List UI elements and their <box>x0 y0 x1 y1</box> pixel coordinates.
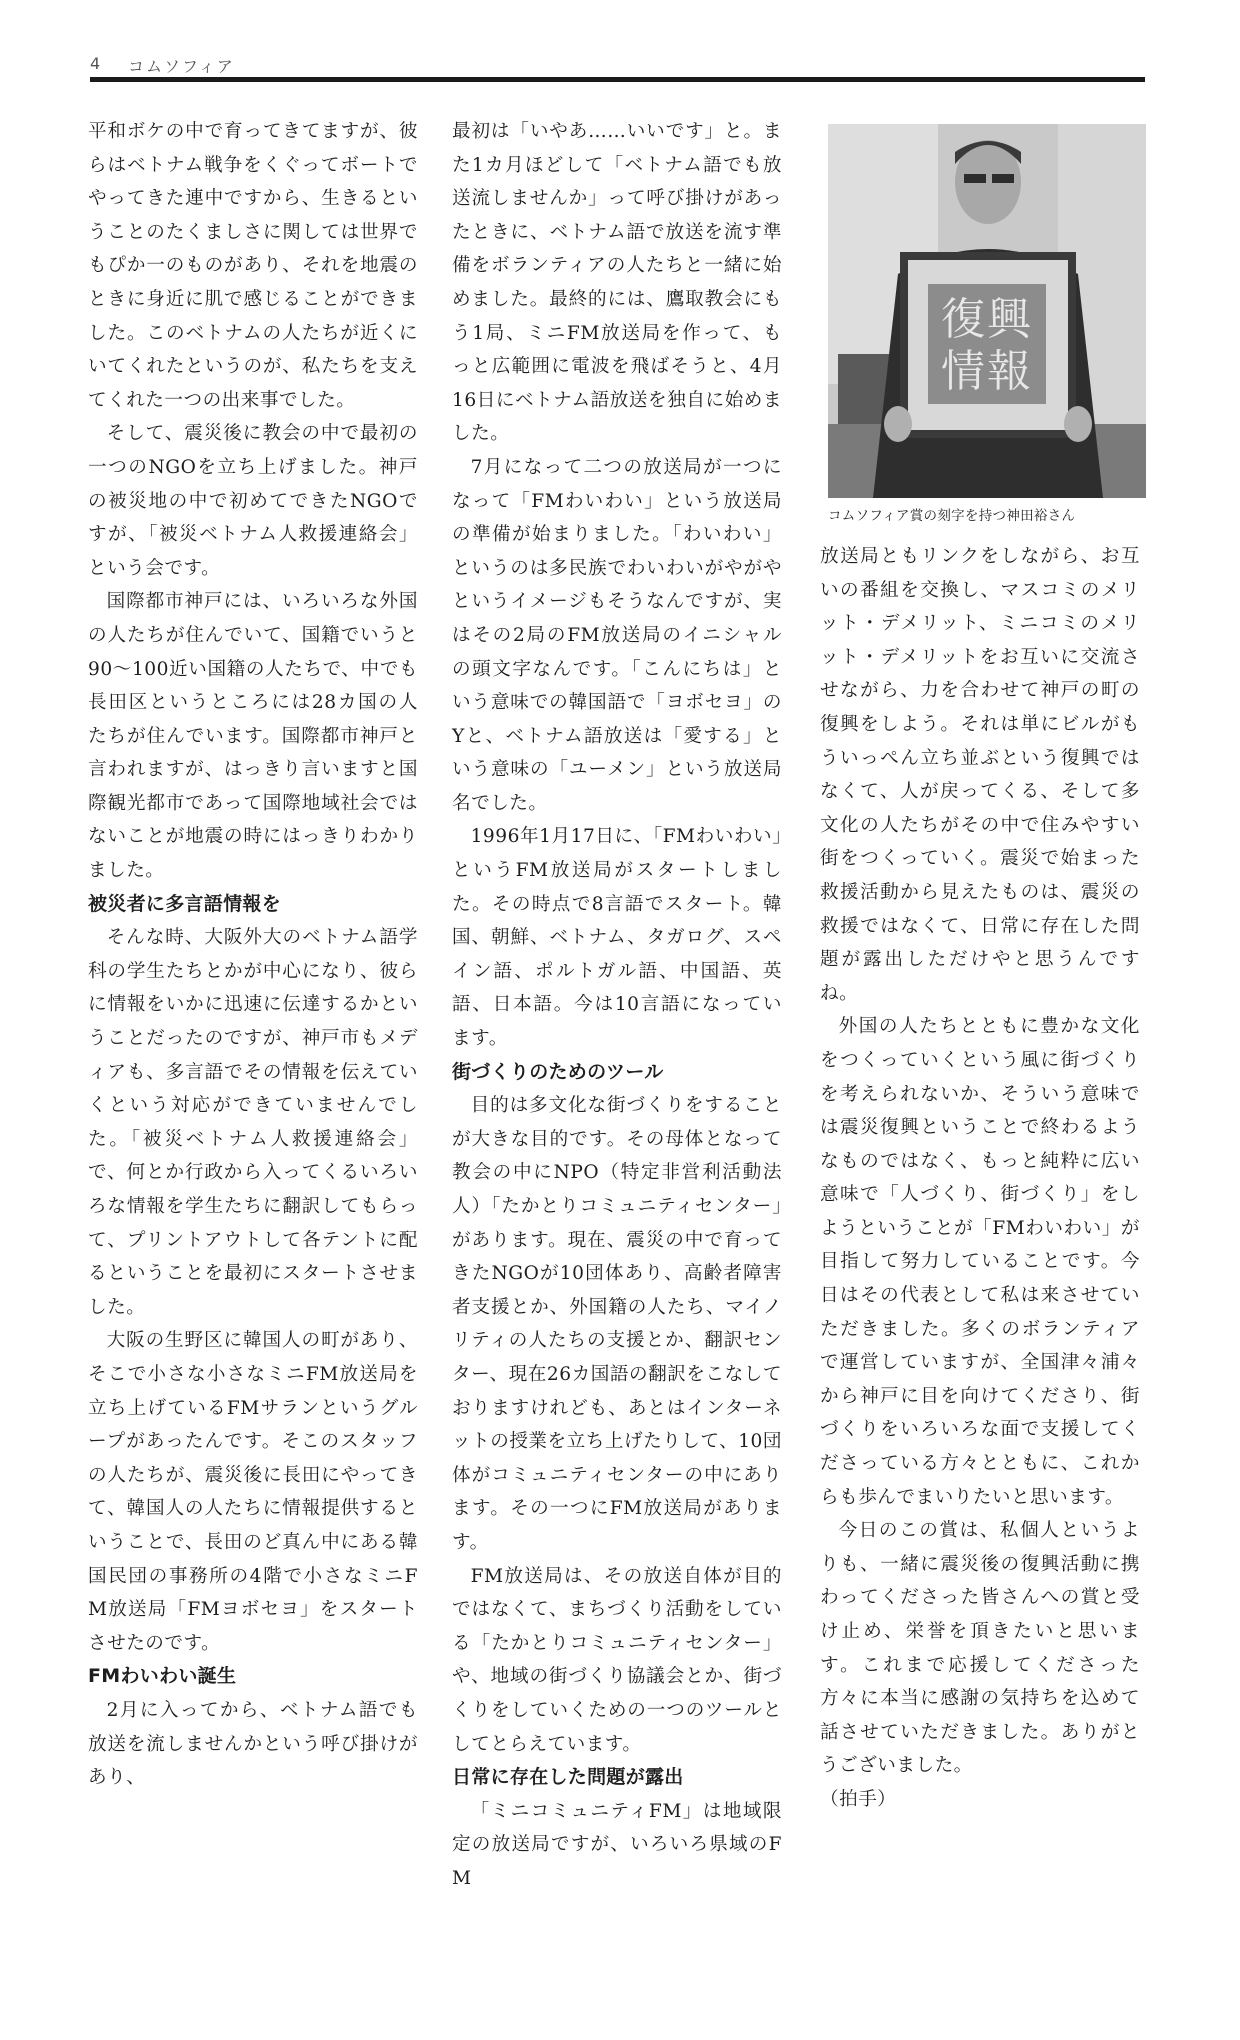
paragraph: 最初は「いやあ……いいです」と。また1カ月ほどして「ベトナム語でも放送流しませんか」って呼び掛けがあったときに、ベトナム語で放送を流す準備をボランティアの人たちと一緒に始めました。最終的には、鷹取教会にもう1局、ミニFM放送局を作って、もっと広範囲に電波を飛ばそうと、4月16日にベトナム語放送を独自に始めました。 <box>452 121 782 445</box>
section-heading: 被災者に多言語情報を <box>88 892 282 915</box>
photo <box>828 124 1146 498</box>
paragraph: FM放送局は、その放送自体が目的ではなくて、まちづくり活動をしている「たかとりコミュニティセンター」や、地域の街づくり協議会とか、街づくりをしていくための一つのツールとしてとらえています。 <box>452 1565 782 1755</box>
paragraph: 2月に入ってから、ベトナム語でも放送を流しませんかという呼び掛けがあり、 <box>88 1699 418 1789</box>
photo-caption: コムソフィア賞の刻字を持つ神田裕さん <box>828 508 1076 524</box>
plaque-text-top: 復興 <box>941 294 1033 345</box>
section-heading: 街づくりのためのツール <box>452 1060 664 1083</box>
plaque-text-bottom: 情報 <box>941 346 1033 397</box>
paragraph: （拍手） <box>820 1788 897 1810</box>
paragraph: 外国の人たちとともに豊かな文化をつくっていくという風に街づくりを考えられないか、そういう意味では震災復興ということで終わるようなものではなく、もっと純粋に広い意味で「人づくり、街づくり」をしようということが「FMわいわい」が目指して努力していることです。今日はその代表として私は来させていただきました。多くのボランティアで運営していますが、全国津々浦々から神戸に目を向けてくださり、街づくりをいろいろな面で支援してくださっている方々とともに、これからも歩んでまいりたいと思います。 <box>820 1016 1140 1508</box>
header-rule <box>90 77 1145 82</box>
photo-illustration <box>828 124 1146 498</box>
paragraph: 目的は多文化な街づくりをすることが大きな目的です。その母体となって教会の中にNPO（特定非営利活動法人）「たかとりコミュニティセンター」があります。現在、震災の中で育ってきたNGOが10団体あり、高齢者障害者支援とか、外国籍の人たち、マイノリティの人たちの支援とか、翻訳センター、現在26カ国語の翻訳をこなしておりますけれども、あとはインターネットの授業を立ち上げたりして、10団体がコミュニティセンターの中にあります。その一つにFM放送局があります。 <box>452 1095 782 1553</box>
text-column-2 <box>452 115 782 1889</box>
section-heading: FMわいわい誕生 <box>88 1665 237 1688</box>
paragraph: 大阪の生野区に韓国人の町があり、そこで小さな小さなミニFM放送局を立ち上げているFMサランというグループがあったんです。そこのスタッフの人たちが、震災後に長田にやってきて、韓国人の人たちに情報提供するということで、長田のど真ん中にある韓国民団の事務所の4階で小さなミニFM放送局「FMヨボセヨ」をスタートさせたのです。 <box>88 1330 418 1654</box>
text-column-3 <box>820 540 1140 2040</box>
paragraph: 平和ボケの中で育ってきてますが、彼らはベトナム戦争をくぐってボートでやってきた連中ですから、生きるということのたくましさに関しては世界でもぴか一のものがあり、それを地震のときに身近に肌で感じることができました。このベトナムの人たちが近くにいてくれたというのが、私たちを支えてくれた一つの出来事でした。 <box>88 121 418 411</box>
paragraph: 国際都市神戸には、いろいろな外国の人たちが住んでいて、国籍でいうと90〜100近い国籍の人たちで、中でも長田区というところには28カ国の人たちが住んでいます。国際都市神戸と言われますが、はっきり言いますと国際観光都市であって国際地域社会ではないことが地震の時にはっきりわかりました。 <box>88 591 418 882</box>
paragraph: 今日のこの賞は、私個人というよりも、一緒に震災後の復興活動に携わってくださった皆さんへの賞と受け止め、栄誉を頂きたいと思います。これまで応援してくださった方々に本当に感謝の気持ちを込めて話させていただきました。ありがとうございました。 <box>820 1520 1140 1777</box>
publication-title: コムソフィア <box>128 57 235 76</box>
paragraph: 7月になって二つの放送局が一つになって「FMわいわい」という放送局の準備が始まりました。「わいわい」というのは多民族でわいわいがやがやというイメージもそうなんですが、実はその2局のFM放送局のイニシャルの頭文字なんです。「こんにちは」という意味での韓国語で「ヨボセヨ」のYと、ベトナム語放送は「愛する」という意味の「ユーメン」という放送局名でした。 <box>452 456 782 814</box>
paragraph: 「ミニコミュニティFM」は地域限定の放送局ですが、いろいろ県域のFM <box>452 1800 782 1889</box>
text-column-1 <box>88 115 418 1789</box>
page-header <box>0 0 1240 84</box>
page-number: 4 <box>90 54 102 73</box>
paragraph: 1996年1月17日に、「FMわいわい」というFM放送局がスタートしました。その時点で8言語でスタート。韓国、朝鮮、ベトナム、タガログ、スペイン語、ポルトガル語、中国語、英語、日本語。今は10言語になっています。 <box>452 826 782 1050</box>
paragraph: そして、震災後に教会の中で最初の一つのNGOを立ち上げました。神戸の被災地の中で初めてできたNGOですが、「被災ベトナム人救援連絡会」という会です。 <box>88 423 418 579</box>
paragraph: そんな時、大阪外大のベトナム語学科の学生たちとかが中心になり、彼らに情報をいかに迅速に伝達するかということだったのですが、神戸市もメディアも、多言語でその情報を伝えていくという対応ができていませんでした。「被災ベトナム人救援連絡会」で、何とか行政から入ってくるいろいろな情報を学生たちに翻訳してもらって、プリントアウトして各テントに配るということを最初にスタートさせました。 <box>88 927 418 1318</box>
section-heading: 日常に存在した問題が露出 <box>452 1766 684 1789</box>
paragraph: 放送局ともリンクをしながら、お互いの番組を交換し、マスコミのメリット・デメリット、ミニコミのメリット・デメリットをお互いに交流させながら、力を合わせて神戸の町の復興をしよう。それは単にビルがもういっぺん立ち並ぶという復興ではなくて、人が戻ってくる、そして多文化の人たちがその中で住みやすい街をつくっていく。震災で始まった救援活動から見えたものは、震災の救援ではなくて、日常に存在した問題が露出しただけやと思うんですね。 <box>820 546 1140 1004</box>
